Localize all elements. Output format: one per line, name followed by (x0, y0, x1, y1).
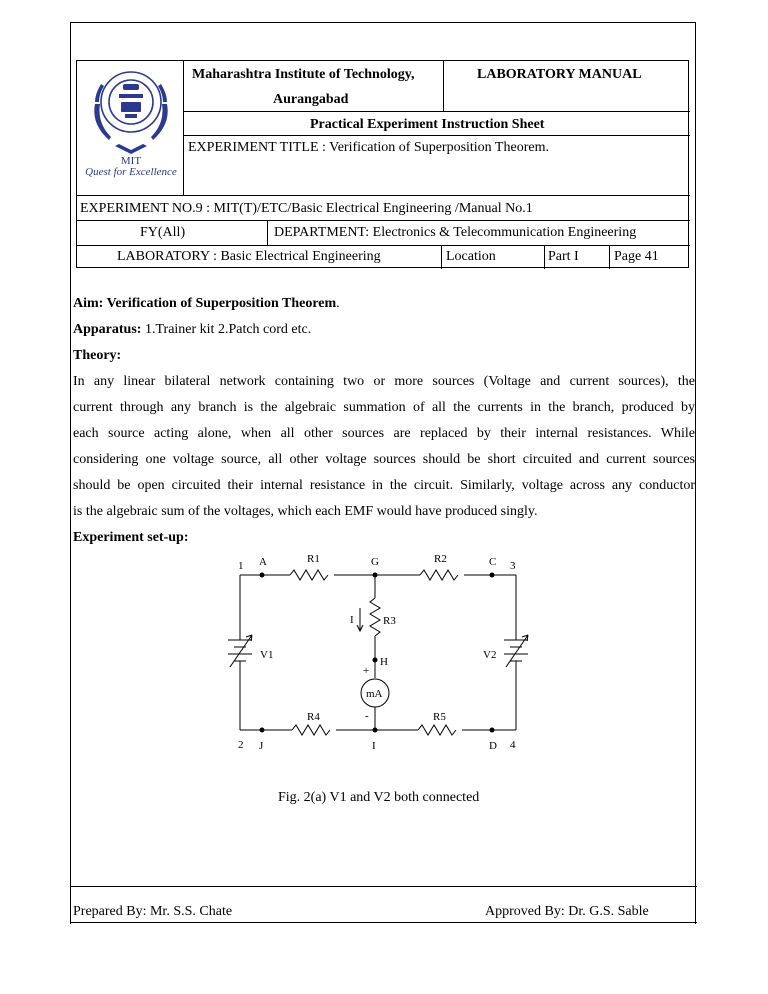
prepared-by: Prepared By: Mr. S.S. Chate (73, 904, 233, 919)
manual-label: LABORATORY MANUAL (477, 67, 642, 82)
r5-label: R5 (433, 711, 446, 723)
apparatus-line (73, 322, 311, 338)
apparatus-text: 1.Trainer kit 2.Patch cord etc. (141, 322, 312, 337)
node-g-label: G (371, 556, 379, 568)
institute-name: Maharashtra Institute of Technology, (192, 67, 415, 82)
laboratory-label: LABORATORY : Basic Electrical Engineering (117, 249, 381, 264)
current-label: I (350, 614, 354, 626)
department-label: DEPARTMENT: Electronics & Telecommunication Engineering (274, 225, 637, 240)
aim-period: . (336, 296, 340, 311)
node-2-label: 2 (238, 739, 244, 751)
resistor-r1 (290, 570, 328, 580)
resistor-r4 (292, 725, 330, 735)
figure-caption: Fig. 2(a) V1 and V2 both connected (278, 790, 480, 805)
resistor-r5 (418, 725, 456, 735)
logo-caption-tagline: Quest for Excellence (85, 166, 177, 178)
theory-line: should be open circuited their internal resistance in the circuit. Similarly, voltage across any conductor (73, 478, 695, 493)
aim-label: Aim: Verification of Superposition Theorem (73, 296, 337, 311)
setup-label: Experiment set-up: (73, 530, 189, 545)
theory-line: each source acting alone, when all other sources are replaced by their internal resistances. While (73, 426, 695, 441)
v2-label: V2 (483, 649, 497, 661)
institute-city: Aurangabad (273, 92, 349, 107)
resistor-r3 (370, 598, 380, 636)
minus-sign: - (365, 710, 369, 722)
theory-line: In any linear bilateral network containing two or more sources (Voltage and current sources), the (73, 374, 695, 389)
experiment-title: EXPERIMENT TITLE : Verification of Superposition Theorem. (188, 140, 549, 155)
footer-top-rule (70, 886, 697, 887)
node-a-label: A (259, 556, 267, 568)
node-j-label: J (259, 740, 264, 752)
fy-label: FY(All) (140, 225, 186, 240)
r4-label: R4 (307, 711, 320, 723)
location-label: Location (446, 249, 496, 264)
apparatus-label: Apparatus: (73, 322, 142, 337)
title-divider (443, 61, 444, 111)
theory-label: Theory: (73, 348, 122, 363)
mit-logo (85, 64, 177, 186)
node-c-label: C (489, 556, 497, 568)
theory-line: considering one voltage source, all other voltage sources should be short circuited and current sources (73, 452, 695, 467)
node-3-label: 3 (510, 560, 516, 572)
theory-line: current through any branch is the algebraic summation of all the currents in the branch, produced by (73, 400, 695, 415)
meter-label: mA (366, 688, 383, 700)
r3-label: R3 (383, 615, 396, 627)
resistor-r2 (420, 570, 458, 580)
node-4-label: 4 (510, 739, 516, 751)
theory-paragraph (73, 369, 695, 525)
node-i-label: I (372, 740, 376, 752)
sheet-title: Practical Experiment Instruction Sheet (310, 117, 545, 132)
logo-caption-mit: MIT (120, 155, 142, 167)
plus-sign: + (363, 665, 370, 677)
theory-line: is the algebraic sum of the voltages, which each EMF would have produced singly. (73, 504, 538, 519)
part-label: Part I (548, 249, 579, 264)
node-d-label: D (489, 740, 497, 752)
logo-divider (183, 61, 184, 195)
header-table (76, 60, 689, 268)
footer-bottom-rule (70, 922, 697, 923)
circuit-diagram (225, 550, 535, 755)
aim-line (73, 296, 340, 312)
r2-label: R2 (434, 553, 447, 565)
node-h-label: H (380, 656, 388, 668)
approved-by: Approved By: Dr. G.S. Sable (485, 904, 649, 919)
node-1-label: 1 (238, 560, 244, 572)
v1-label: V1 (260, 649, 274, 661)
r1-label: R1 (307, 553, 320, 565)
page-number: Page 41 (614, 249, 659, 264)
experiment-number: EXPERIMENT NO.9 : MIT(T)/ETC/Basic Electrical Engineering /Manual No.1 (80, 201, 533, 216)
